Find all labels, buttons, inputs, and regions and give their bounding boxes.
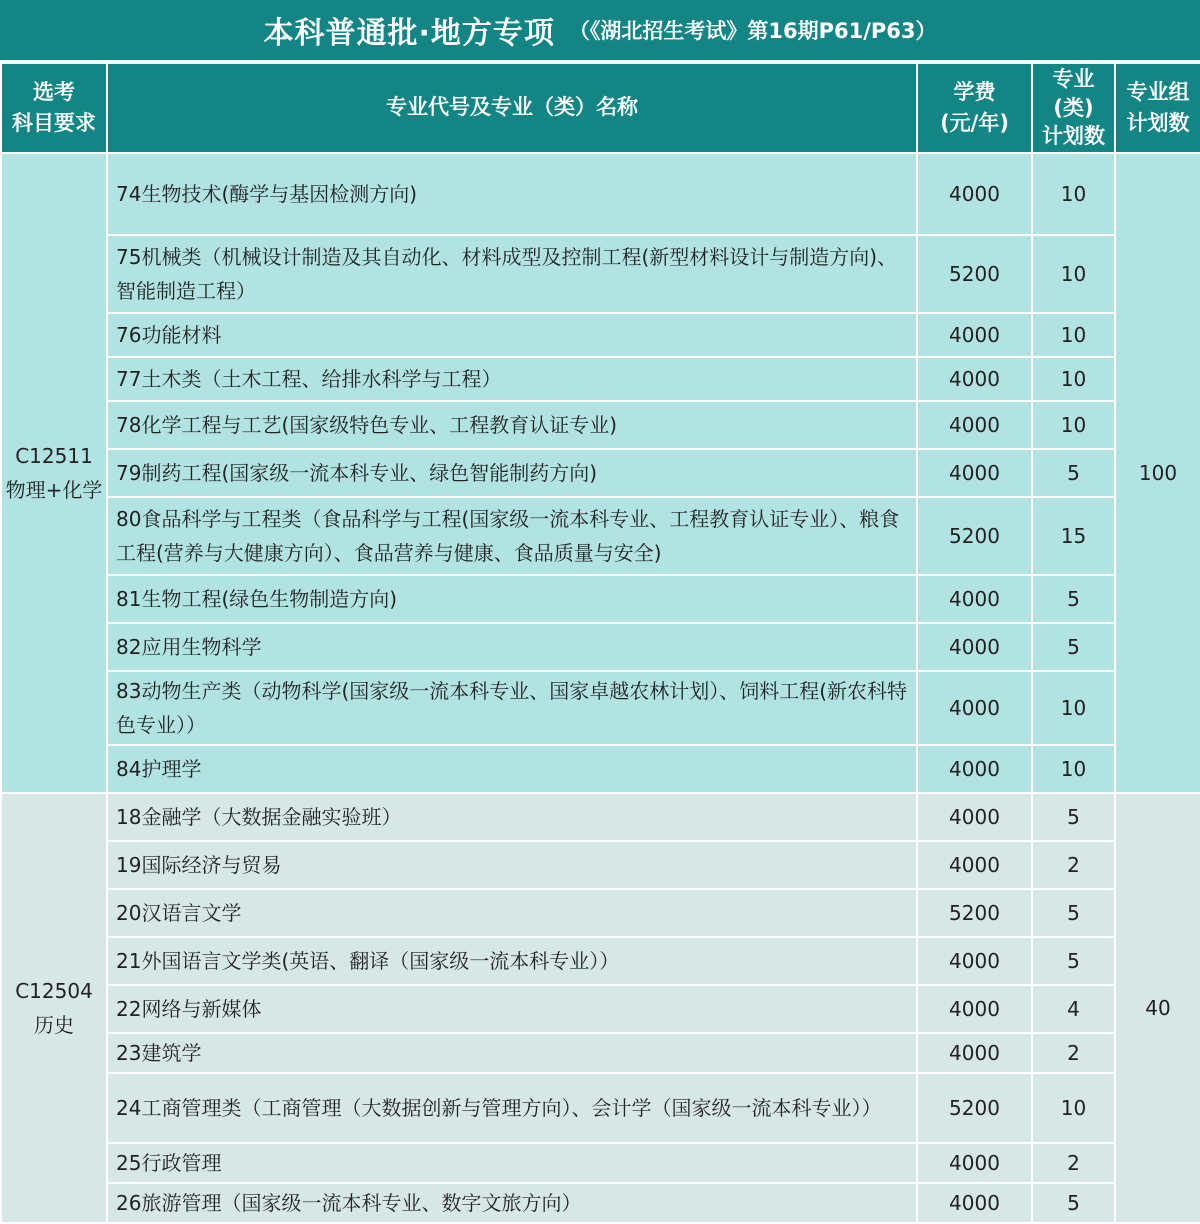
major-name-cell: 18金融学（大数据金融实验班） [107, 793, 917, 841]
tuition-cell: 4000 [917, 313, 1032, 357]
tuition-cell: 4000 [917, 623, 1032, 671]
major-name-cell: 24工商管理类（工商管理（大数据创新与管理方向）、会计学（国家级一流本科专业）） [107, 1073, 917, 1143]
major-plan-cell: 2 [1032, 841, 1115, 889]
major-plan-cell: 10 [1032, 745, 1115, 793]
tuition-cell: 5200 [917, 235, 1032, 313]
major-name-cell: 76功能材料 [107, 313, 917, 357]
major-plan-cell: 2 [1032, 1033, 1115, 1073]
table-row [1, 575, 1200, 623]
major-name-cell: 23建筑学 [107, 1033, 917, 1073]
table-row [1, 1033, 1200, 1073]
tuition-cell: 4000 [917, 575, 1032, 623]
table-header-row [1, 63, 1200, 153]
tuition-cell: 4000 [917, 745, 1032, 793]
table-row [1, 889, 1200, 937]
tuition-cell: 4000 [917, 1033, 1032, 1073]
major-name-cell: 82应用生物科学 [107, 623, 917, 671]
table-row [1, 401, 1200, 449]
group-plan-cell: 100 [1115, 153, 1200, 793]
major-name-cell: 75机械类（机械设计制造及其自动化、材料成型及控制工程(新型材料设计与制造方向)、智能制造工程） [107, 235, 917, 313]
major-name-cell: 83动物生产类（动物科学(国家级一流本科专业、国家卓越农林计划）、饲料工程(新农科特色专业）） [107, 671, 917, 745]
major-plan-cell: 5 [1032, 793, 1115, 841]
major-name-cell: 81生物工程(绿色生物制造方向) [107, 575, 917, 623]
major-plan-cell: 5 [1032, 623, 1115, 671]
tuition-cell: 4000 [917, 153, 1032, 235]
tuition-cell: 4000 [917, 793, 1032, 841]
major-name-cell: 77土木类（土木工程、给排水科学与工程） [107, 357, 917, 401]
subject-requirement-cell [1, 153, 107, 793]
table-row [1, 357, 1200, 401]
major-name-cell: 84护理学 [107, 745, 917, 793]
major-name-cell: 25行政管理 [107, 1143, 917, 1183]
table-row [1, 497, 1200, 575]
major-plan-cell: 5 [1032, 889, 1115, 937]
table-row [1, 937, 1200, 985]
tuition-cell: 4000 [917, 1143, 1032, 1183]
table-row [1, 985, 1200, 1033]
tuition-cell: 4000 [917, 1183, 1032, 1223]
header-subject: 选考 科目要求 [1, 63, 107, 153]
major-name-cell: 26旅游管理（国家级一流本科专业、数字文旅方向） [107, 1183, 917, 1223]
major-name-cell: 21外国语言文学类(英语、翻译（国家级一流本科专业）） [107, 937, 917, 985]
table-row [1, 313, 1200, 357]
tuition-cell: 4000 [917, 841, 1032, 889]
tuition-cell: 4000 [917, 985, 1032, 1033]
header-group-plan: 专业组 计划数 [1115, 63, 1200, 153]
header-tuition: 学费 (元/年) [917, 63, 1032, 153]
major-name-cell: 22网络与新媒体 [107, 985, 917, 1033]
major-plan-cell: 10 [1032, 671, 1115, 745]
tuition-cell: 4000 [917, 937, 1032, 985]
major-name-cell: 78化学工程与工艺(国家级特色专业、工程教育认证专业) [107, 401, 917, 449]
major-plan-cell: 5 [1032, 449, 1115, 497]
header-major: 专业代号及专业（类）名称 [107, 63, 917, 153]
major-name-cell: 20汉语言文学 [107, 889, 917, 937]
table-row [1, 1073, 1200, 1143]
major-plan-cell: 10 [1032, 153, 1115, 235]
subject-requirement: 历史 [34, 1013, 74, 1037]
table-row [1, 841, 1200, 889]
title-bar [0, 0, 1200, 62]
major-plan-cell: 10 [1032, 313, 1115, 357]
tuition-cell: 5200 [917, 497, 1032, 575]
tuition-cell: 4000 [917, 449, 1032, 497]
major-plan-cell: 5 [1032, 937, 1115, 985]
table-row [1, 671, 1200, 745]
subject-requirement-cell [1, 793, 107, 1223]
major-plan-cell: 5 [1032, 575, 1115, 623]
major-name-cell: 79制药工程(国家级一流本科专业、绿色智能制药方向) [107, 449, 917, 497]
tuition-cell: 5200 [917, 1073, 1032, 1143]
group-code: C12504 [15, 979, 93, 1003]
table-row [1, 235, 1200, 313]
major-plan-cell: 15 [1032, 497, 1115, 575]
table-row [1, 745, 1200, 793]
major-plan-cell: 10 [1032, 235, 1115, 313]
subject-requirement: 物理+化学 [5, 478, 103, 502]
table-row [1, 1143, 1200, 1183]
table-row [1, 793, 1200, 841]
major-name-cell: 19国际经济与贸易 [107, 841, 917, 889]
major-plan-cell: 10 [1032, 1073, 1115, 1143]
table-body [1, 153, 1200, 1223]
header-major-plan: 专业 (类) 计划数 [1032, 63, 1115, 153]
tuition-cell: 4000 [917, 401, 1032, 449]
major-plan-cell: 10 [1032, 401, 1115, 449]
group-code: C12511 [15, 444, 93, 468]
tuition-cell: 4000 [917, 357, 1032, 401]
enrollment-plan-table [0, 62, 1200, 1224]
major-plan-cell: 4 [1032, 985, 1115, 1033]
page-subtitle: （《湖北招生考试》第16期P61/P63） [568, 19, 937, 43]
major-plan-cell: 5 [1032, 1183, 1115, 1223]
page-title: 本科普通批·地方专项 [263, 16, 555, 51]
group-plan-cell: 40 [1115, 793, 1200, 1223]
table-row [1, 449, 1200, 497]
table-row [1, 153, 1200, 235]
table-row [1, 1183, 1200, 1223]
tuition-cell: 5200 [917, 889, 1032, 937]
major-plan-cell: 10 [1032, 357, 1115, 401]
major-name-cell: 74生物技术(酶学与基因检测方向) [107, 153, 917, 235]
major-plan-cell: 2 [1032, 1143, 1115, 1183]
major-name-cell: 80食品科学与工程类（食品科学与工程(国家级一流本科专业、工程教育认证专业）、粮食工程(营养与大健康方向）、食品营养与健康、食品质量与安全) [107, 497, 917, 575]
table-row [1, 623, 1200, 671]
tuition-cell: 4000 [917, 671, 1032, 745]
